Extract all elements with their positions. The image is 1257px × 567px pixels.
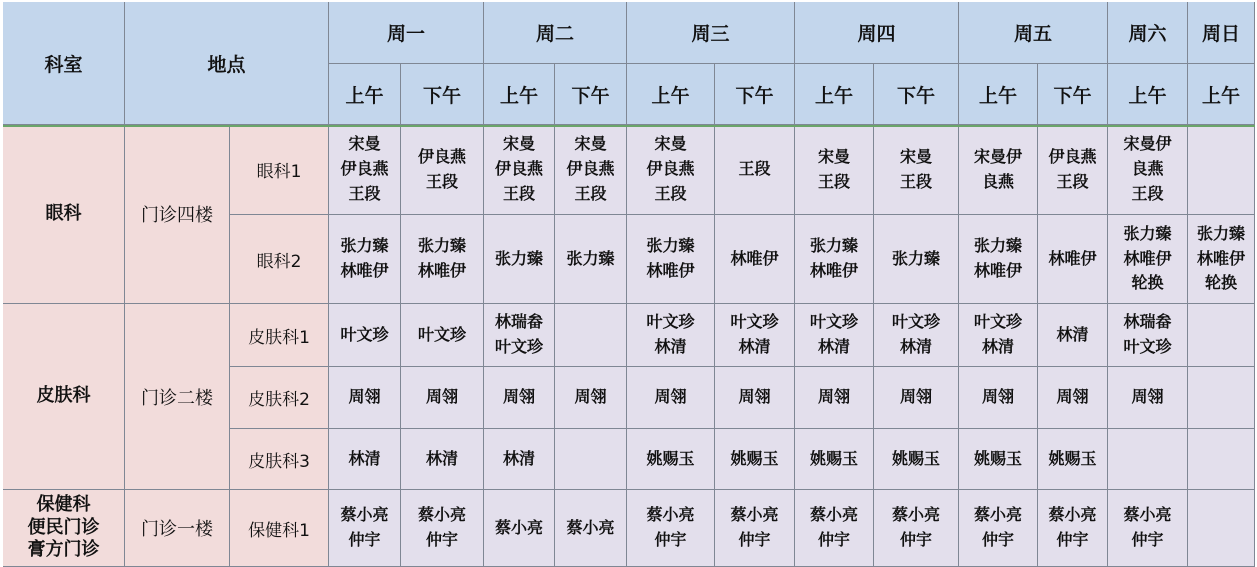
schedule-cell: 姚赐玉	[959, 429, 1038, 490]
schedule-cell: 蔡小亮	[555, 490, 627, 567]
header-day: 周六	[1108, 2, 1188, 64]
schedule-cell: 周翎	[1038, 367, 1108, 429]
schedule-cell: 蔡小亮 仲宇	[627, 490, 715, 567]
schedule-cell: 蔡小亮 仲宇	[401, 490, 484, 567]
schedule-cell: 宋曼伊 良燕 王段	[1108, 125, 1188, 215]
schedule-cell: 伊良燕 王段	[401, 125, 484, 215]
department-cell: 眼科	[3, 125, 125, 304]
schedule-cell: 蔡小亮 仲宇	[874, 490, 959, 567]
header-day: 周日	[1188, 2, 1255, 64]
schedule-cell: 林唯伊	[715, 215, 795, 304]
schedule-cell	[555, 304, 627, 367]
schedule-cell: 蔡小亮 仲宇	[1038, 490, 1108, 567]
schedule-cell: 张力臻	[484, 215, 555, 304]
schedule-cell: 张力臻 林唯伊	[627, 215, 715, 304]
header-period: 上午	[484, 64, 555, 125]
header-day: 周四	[795, 2, 959, 64]
schedule-cell: 张力臻 林唯伊 轮换	[1188, 215, 1255, 304]
schedule-cell: 林清	[329, 429, 401, 490]
schedule-cell: 周翎	[874, 367, 959, 429]
header-department: 科室	[3, 2, 125, 125]
schedule-cell: 叶文珍	[329, 304, 401, 367]
schedule-cell: 姚赐玉	[715, 429, 795, 490]
schedule-cell: 姚赐玉	[1038, 429, 1108, 490]
schedule-cell: 宋曼 伊良燕 王段	[329, 125, 401, 215]
schedule-cell: 张力臻	[555, 215, 627, 304]
schedule-cell: 张力臻 林唯伊	[401, 215, 484, 304]
schedule-cell: 蔡小亮 仲宇	[329, 490, 401, 567]
header-day: 周五	[959, 2, 1108, 64]
schedule-cell: 蔡小亮 仲宇	[715, 490, 795, 567]
schedule-cell: 周翎	[627, 367, 715, 429]
schedule-cell: 林清	[484, 429, 555, 490]
header-period: 下午	[874, 64, 959, 125]
schedule-cell: 林唯伊	[1038, 215, 1108, 304]
schedule-cell: 蔡小亮 仲宇	[1108, 490, 1188, 567]
schedule-cell: 宋曼 伊良燕 王段	[484, 125, 555, 215]
schedule-cell	[555, 429, 627, 490]
header-day: 周一	[329, 2, 484, 64]
schedule-cell: 周翎	[555, 367, 627, 429]
header-period: 上午	[795, 64, 874, 125]
schedule-cell: 林瑞畚 叶文珍	[1108, 304, 1188, 367]
header-period: 下午	[715, 64, 795, 125]
schedule-cell: 宋曼伊 良燕	[959, 125, 1038, 215]
schedule-cell	[1188, 304, 1255, 367]
schedule-cell: 张力臻 林唯伊	[959, 215, 1038, 304]
schedule-cell: 宋曼 王段	[795, 125, 874, 215]
header-period: 下午	[555, 64, 627, 125]
schedule-cell: 张力臻	[874, 215, 959, 304]
schedule-cell: 周翎	[959, 367, 1038, 429]
header-location: 地点	[125, 2, 329, 125]
schedule-cell: 周翎	[329, 367, 401, 429]
schedule-cell: 蔡小亮 仲宇	[795, 490, 874, 567]
header-period: 上午	[1108, 64, 1188, 125]
clinic-label: 保健科1	[230, 490, 329, 567]
schedule-cell: 蔡小亮	[484, 490, 555, 567]
schedule-cell: 张力臻 林唯伊	[329, 215, 401, 304]
schedule-cell: 宋曼 伊良燕 王段	[555, 125, 627, 215]
schedule-cell	[1108, 429, 1188, 490]
schedule-cell: 林清	[1038, 304, 1108, 367]
header-period: 下午	[401, 64, 484, 125]
schedule-cell: 宋曼 王段	[874, 125, 959, 215]
department-cell: 保健科 便民门诊 膏方门诊	[3, 490, 125, 567]
schedule-cell: 叶文珍 林清	[715, 304, 795, 367]
location-cell: 门诊四楼	[125, 125, 230, 304]
schedule-cell: 周翎	[484, 367, 555, 429]
schedule-cell: 张力臻 林唯伊 轮换	[1108, 215, 1188, 304]
header-day: 周二	[484, 2, 627, 64]
schedule-cell: 周翎	[715, 367, 795, 429]
schedule-cell: 蔡小亮 仲宇	[959, 490, 1038, 567]
schedule-cell: 周翎	[1108, 367, 1188, 429]
header-period: 上午	[627, 64, 715, 125]
schedule-cell: 张力臻 林唯伊	[795, 215, 874, 304]
schedule-cell: 姚赐玉	[874, 429, 959, 490]
schedule-cell: 林瑞畚 叶文珍	[484, 304, 555, 367]
header-separator	[3, 125, 1255, 127]
schedule-cell	[1188, 429, 1255, 490]
schedule-cell: 叶文珍 林清	[874, 304, 959, 367]
clinic-label: 皮肤科2	[230, 367, 329, 429]
schedule-cell: 宋曼 伊良燕 王段	[627, 125, 715, 215]
header-period: 下午	[1038, 64, 1108, 125]
schedule-cell: 叶文珍 林清	[795, 304, 874, 367]
schedule-cell: 姚赐玉	[627, 429, 715, 490]
location-cell: 门诊一楼	[125, 490, 230, 567]
schedule-cell: 叶文珍	[401, 304, 484, 367]
schedule-cell: 叶文珍 林清	[959, 304, 1038, 367]
schedule-cell	[1188, 490, 1255, 567]
clinic-label: 眼科2	[230, 215, 329, 304]
header-period: 上午	[1188, 64, 1255, 125]
clinic-label: 眼科1	[230, 125, 329, 215]
schedule-cell: 周翎	[795, 367, 874, 429]
schedule-cell: 叶文珍 林清	[627, 304, 715, 367]
schedule-table	[3, 2, 1255, 567]
schedule-cell	[1188, 367, 1255, 429]
header-period: 上午	[329, 64, 401, 125]
header-period: 上午	[959, 64, 1038, 125]
schedule-cell: 周翎	[401, 367, 484, 429]
header-day: 周三	[627, 2, 795, 64]
schedule-cell: 王段	[715, 125, 795, 215]
clinic-label: 皮肤科1	[230, 304, 329, 367]
schedule-cell	[1188, 125, 1255, 215]
schedule-cell: 姚赐玉	[795, 429, 874, 490]
schedule-cell: 伊良燕 王段	[1038, 125, 1108, 215]
department-cell: 皮肤科	[3, 304, 125, 490]
location-cell: 门诊二楼	[125, 304, 230, 490]
schedule-cell: 林清	[401, 429, 484, 490]
clinic-label: 皮肤科3	[230, 429, 329, 490]
